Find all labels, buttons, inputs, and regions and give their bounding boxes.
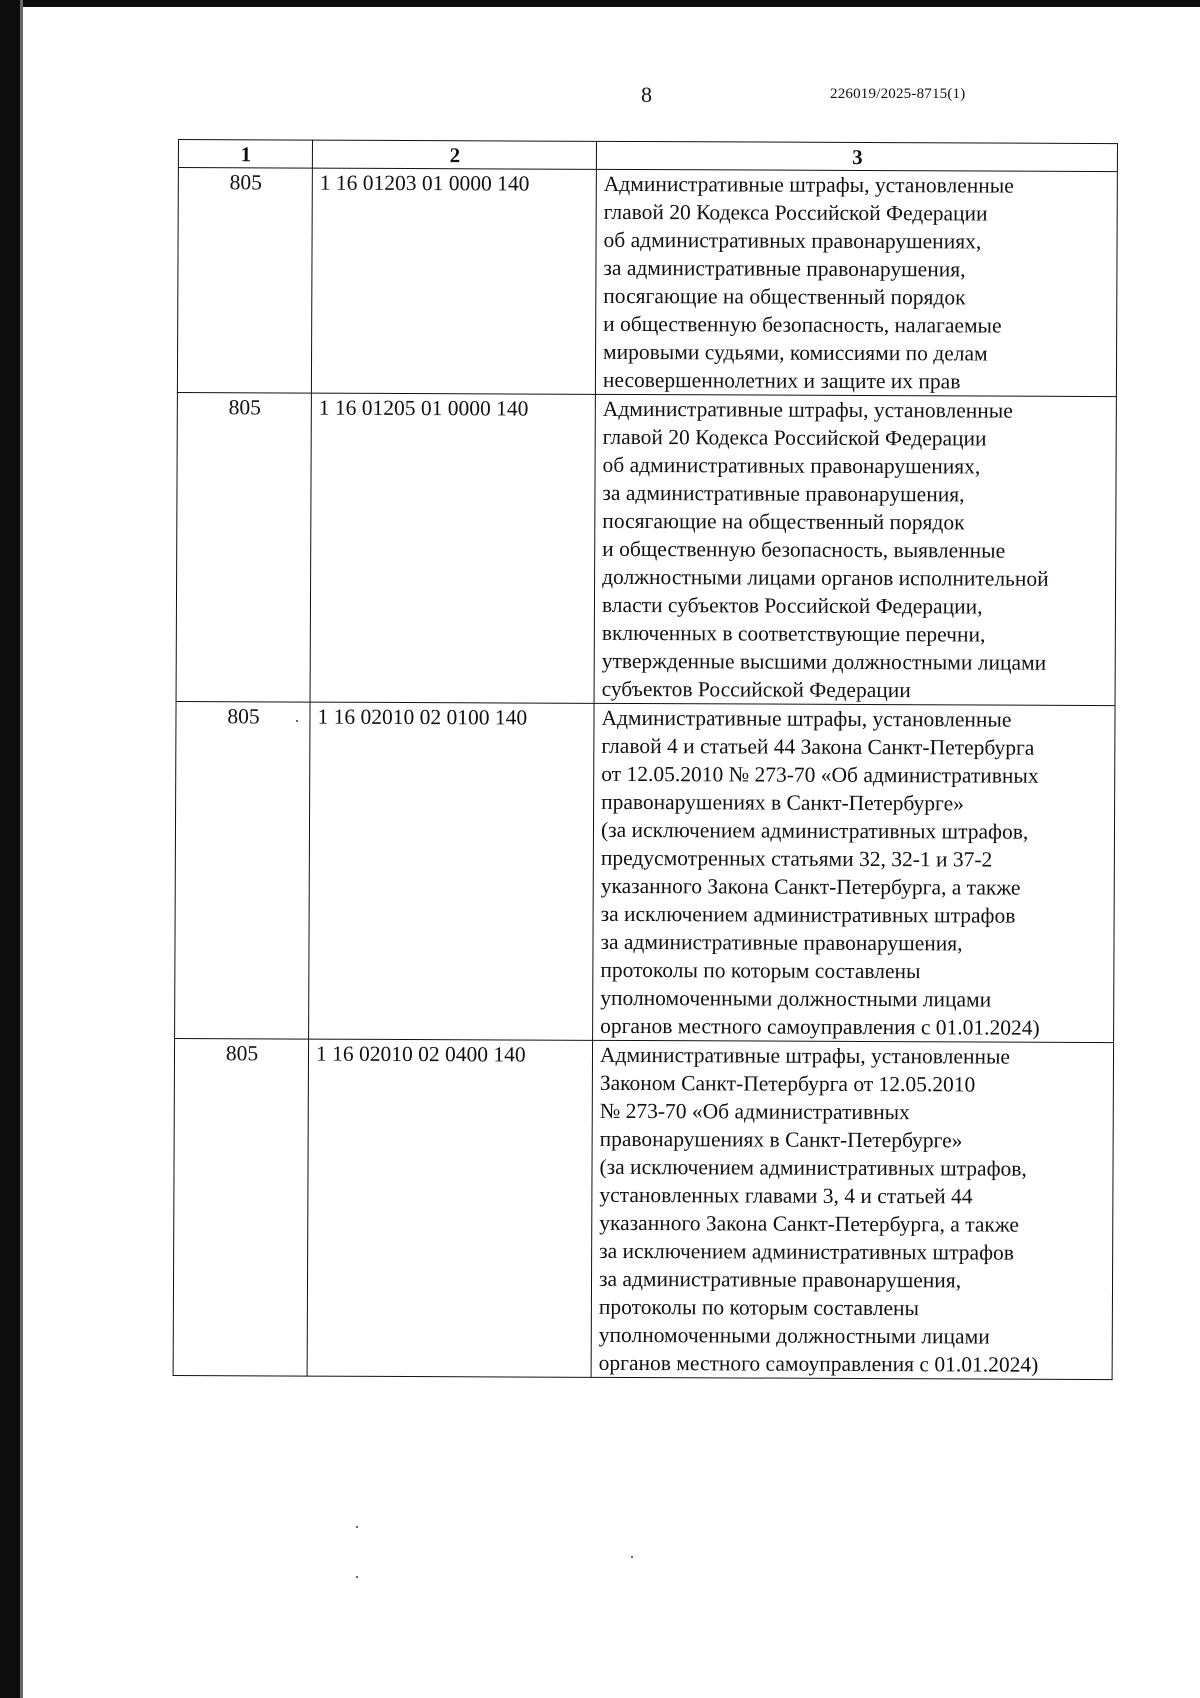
description-line: (за исключением административных штрафов, — [599, 1154, 1027, 1181]
table-row — [176, 392, 1116, 705]
column-header-3: 3 — [596, 141, 1117, 171]
description-line: Административные штрафы, установленные — [601, 705, 1012, 732]
description-line: протоколы по которым составлены — [598, 1294, 920, 1321]
description-cell — [593, 703, 1115, 1042]
description-cell — [594, 394, 1116, 705]
description-line: правонарушениях в Санкт-Петербурге» — [601, 789, 964, 816]
description-line: органов местного самоуправления с 01.01.2024) — [600, 1013, 1040, 1040]
scan-border-left — [0, 0, 20, 1698]
kbk-code-cell: 1 16 01205 01 0000 140 — [310, 393, 595, 703]
admin-code-cell: 805 — [175, 701, 310, 1039]
description-line: включенных в соответствующие перечни, — [601, 620, 986, 647]
description-line: (за исключением административных штрафов, — [600, 817, 1029, 844]
column-header-2: 2 — [312, 140, 596, 169]
scan-speck — [631, 1556, 633, 1558]
description-line: за административные правонарушения, — [602, 480, 965, 507]
description-line: Законом Санкт-Петербурга от 12.05.2010 — [599, 1070, 976, 1097]
description-line: и общественную безопасность, выявленные — [602, 536, 1006, 563]
description-line: и общественную безопасность, налагаемые — [603, 311, 1002, 338]
description-line: мировыми судьями, комиссиями по делам — [603, 339, 988, 366]
table-row — [177, 168, 1117, 397]
kbk-code-cell: 1 16 01203 01 0000 140 — [311, 168, 596, 394]
description-line: уполномоченными должностными лицами — [600, 985, 992, 1012]
page-number: 8 — [641, 82, 652, 107]
description-line: предусмотренных статьями 32, 32-1 и 37-2 — [600, 845, 993, 872]
description-line: за административные правонарушения, — [600, 929, 963, 956]
admin-code-cell: 805 — [176, 392, 311, 702]
description-line: должностными лицами органов исполнительной — [602, 564, 1049, 591]
description-line: власти субъектов Российской Федерации, — [601, 592, 983, 619]
admin-code-cell: 805 — [173, 1038, 308, 1376]
description-line: утвержденные высшими должностными лицами — [601, 648, 1047, 675]
table-header-row — [178, 140, 1117, 172]
description-line: об административных правонарушениях, — [602, 452, 981, 479]
scan-speck — [356, 1526, 358, 1528]
description-line: от 12.05.2010 № 273-70 «Об административных — [601, 761, 1039, 788]
column-header-1: 1 — [178, 140, 312, 169]
description-line: посягающие на общественный порядок — [603, 283, 966, 310]
description-line: Административные штрафы, установленные — [602, 396, 1013, 423]
description-line: за исключением административных штрафов — [600, 901, 1016, 928]
description-line: органов местного самоуправления с 01.01.2024) — [598, 1350, 1039, 1377]
description-line: об административных правонарушениях, — [603, 227, 982, 254]
description-line: главой 20 Кодекса Российской Федерации — [603, 199, 988, 226]
description-line: указанного Закона Санкт-Петербурга, а также — [600, 873, 1021, 900]
document-code: 226019/2025-8715(1) — [830, 86, 966, 102]
description-cell — [591, 1040, 1113, 1379]
description-line: несовершеннолетних и защите их прав — [602, 367, 961, 394]
description-line: установленных главами 3, 4 и статьей 44 — [599, 1182, 973, 1209]
kbk-code-cell: 1 16 02010 02 0400 140 — [307, 1039, 592, 1377]
description-line: главой 4 и статьей 44 Закона Санкт-Петербурга — [601, 733, 1035, 760]
description-line: за административные правонарушения, — [603, 255, 966, 282]
scan-speck — [296, 720, 298, 722]
description-line: уполномоченными должностными лицами — [598, 1322, 990, 1349]
description-cell — [595, 169, 1117, 396]
description-line: за исключением административных штрафов — [599, 1238, 1014, 1265]
description-line: главой 20 Кодекса Российской Федерации — [602, 424, 987, 451]
budget-classification-table — [173, 139, 1118, 1380]
description-line: № 273-70 «Об административных — [599, 1098, 910, 1125]
table-row — [173, 1038, 1113, 1379]
scan-speck — [356, 1576, 358, 1578]
description-line: протоколы по которым составлены — [600, 957, 921, 984]
table-row — [175, 701, 1115, 1042]
description-line: Административные штрафы, установленные — [599, 1042, 1011, 1069]
description-line: указанного Закона Санкт-Петербурга, а также — [599, 1210, 1020, 1237]
scan-border-shadow — [20, 0, 23, 1698]
kbk-code-cell: 1 16 02010 02 0100 140 — [309, 702, 594, 1040]
description-line: за административные правонарушения, — [598, 1266, 962, 1293]
table-body — [173, 168, 1117, 1380]
scan-border-top — [0, 0, 1200, 7]
description-line: Административные штрафы, установленные — [603, 171, 1014, 198]
description-line: правонарушениях в Санкт-Петербурге» — [599, 1126, 963, 1153]
description-line: субъектов Российской Федерации — [601, 676, 911, 703]
admin-code-cell: 805 — [177, 168, 312, 394]
description-line: посягающие на общественный порядок — [602, 508, 965, 535]
